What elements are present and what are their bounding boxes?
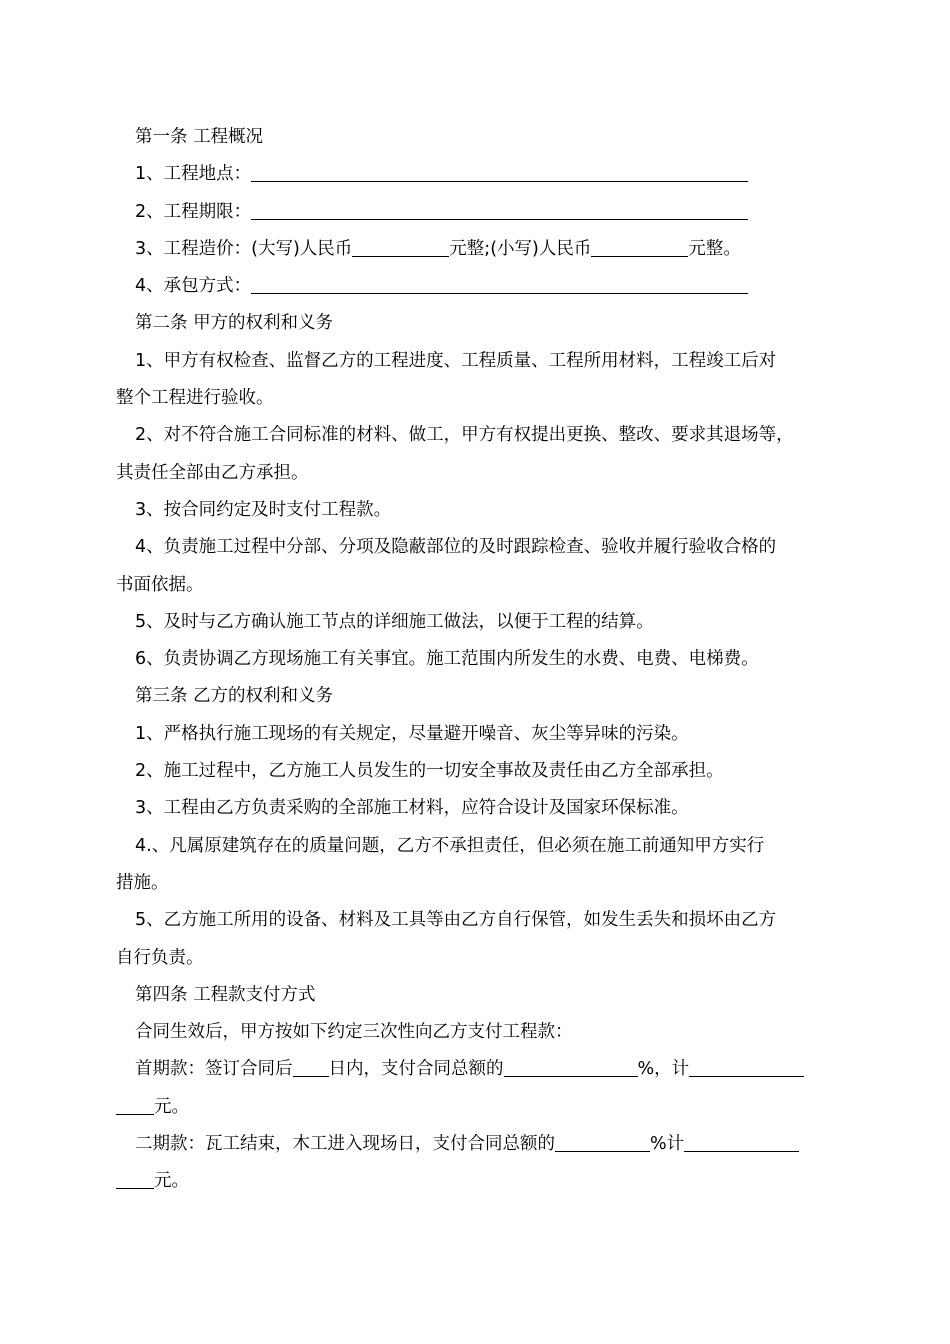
party-a-item-4-cont: 书面依据。 [116,574,204,595]
party-a-item-6: 6、负责协调乙方现场施工有关事宜。施工范围内所发生的水费、电费、电梯费。 [135,649,759,670]
payment-first-cont: 元。 [116,1089,836,1126]
party-b-item-2: 2、施工过程中，乙方施工人员发生的一切安全事故及责任由乙方全部承担。 [135,761,724,782]
party-a-item-3: 3、按合同约定及时支付工程款。 [135,499,392,520]
cost-uppercase-blank[interactable] [352,238,449,257]
field-location: 1、工程地点： [116,156,836,193]
duration-blank[interactable] [251,201,748,220]
second-percent-blank[interactable] [555,1133,650,1152]
first-amount-blank[interactable] [689,1058,804,1077]
party-a-item-4: 4、负责施工过程中分部、分项及隐蔽部位的及时跟踪检查、验收并履行验收合格的 [135,537,777,558]
party-a-item-1-cont: 整个工程进行验收。 [116,388,274,409]
party-a-item-2: 2、对不符合施工合同标准的材料、做工，甲方有权提出更换、整改、要求其退场等， [135,425,794,446]
contract-body [116,119,836,1201]
payment-second: 二期款：瓦工结束，木工进入现场日，支付合同总额的 %计 [116,1126,836,1163]
first-percent-blank[interactable] [504,1058,638,1077]
second-amount-blank-cont[interactable] [116,1170,154,1189]
first-amount-blank-cont[interactable] [116,1096,154,1115]
party-b-item-1: 1、严格执行施工现场的有关规定，尽量避开噪音、灰尘等异味的污染。 [135,723,689,744]
section-heading-2: 第二条 甲方的权利和义务 [135,313,334,334]
section-heading-4: 第四条 工程款支付方式 [135,984,316,1005]
field-contract-mode: 4、承包方式： [116,268,836,305]
section-heading-1: 第一条 工程概况 [135,127,264,147]
payment-second-cont: 元。 [116,1163,836,1200]
payment-first: 首期款：签订合同后 日内，支付合同总额的 %，计 [116,1051,836,1088]
party-b-item-3: 3、工程由乙方负责采购的全部施工材料，应符合设计及国家环保标准。 [135,798,689,819]
first-days-blank[interactable] [293,1058,329,1077]
field-duration: 2、工程期限： [116,194,836,231]
party-a-item-5: 5、及时与乙方确认施工节点的详细施工做法，以便于工程的结算。 [135,611,654,632]
location-blank[interactable] [251,163,748,182]
contract-mode-blank[interactable] [251,275,748,294]
party-b-item-5: 5、乙方施工所用的设备、材料及工具等由乙方自行保管，如发生丢失和损坏由乙方 [135,910,777,931]
payment-intro: 合同生效后，甲方按如下约定三次性向乙方支付工程款： [135,1022,573,1043]
party-b-item-4: 4.、凡属原建筑存在的质量问题，乙方不承担责任，但必须在施工前通知甲方实行 [135,835,765,856]
field-cost: 3、工程造价：(大写)人民币 元整;(小写)人民币 元整。 [135,238,741,259]
party-a-item-2-cont: 其责任全部由乙方承担。 [116,462,309,483]
second-amount-blank[interactable] [684,1133,799,1152]
party-b-item-4-cont: 措施。 [116,872,169,893]
party-a-item-1: 1、甲方有权检查、监督乙方的工程进度、工程质量、工程所用材料，工程竣工后对 [135,350,777,371]
section-heading-3: 第三条 乙方的权利和义务 [135,686,334,707]
party-b-item-5-cont: 自行负责。 [116,947,204,968]
cost-lowercase-blank[interactable] [591,238,688,257]
